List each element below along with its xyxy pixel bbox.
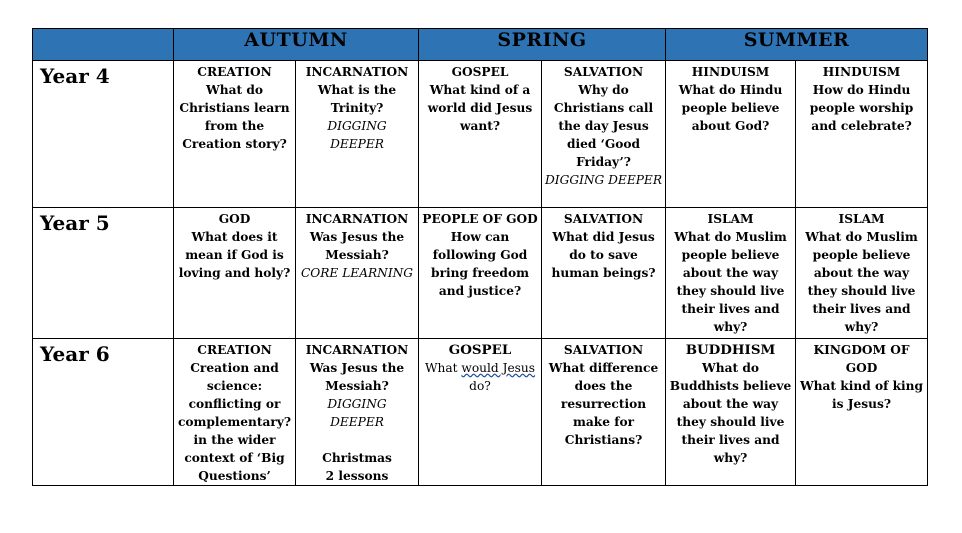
unit-question: Why do Christians call the day Jesus died ‘Good Friday’?: [553, 83, 654, 169]
unit-title: GOSPEL: [451, 65, 509, 79]
table-row-year-5: [33, 208, 928, 339]
unit-title: HINDUISM: [822, 65, 901, 79]
unit-question: What did Jesus do to save human beings?: [551, 230, 656, 280]
unit-title: ISLAM: [838, 212, 885, 226]
table-row-year-4: [33, 61, 928, 208]
unit-cell: [796, 208, 928, 339]
table-row-year-6: [33, 339, 928, 486]
unit-title: INCARNATION: [305, 212, 409, 226]
unit-extra-line: Christmas: [322, 451, 392, 465]
unit-cell: [666, 61, 796, 208]
unit-question: Creation and science: conflicting or complementary? in the wider context of ‘Big Questions’: [177, 361, 292, 483]
year-label: Year 5: [33, 208, 174, 339]
unit-cell: [174, 61, 296, 208]
unit-cell: [796, 61, 928, 208]
unit-question: What kind of a world did Jesus want?: [427, 83, 533, 133]
unit-cell: [666, 208, 796, 339]
unit-question: What do Christians learn from the Creation story?: [179, 83, 290, 151]
term-header-row: [33, 29, 928, 61]
unit-question: Was Jesus the Messiah?: [309, 230, 405, 262]
unit-title: INCARNATION: [305, 65, 409, 79]
unit-question: What do Buddhists believe about the way they should live their lives and why?: [669, 361, 792, 465]
unit-question: What difference does the resurrection make for Christians?: [548, 361, 659, 447]
term-header-autumn: AUTUMN: [174, 29, 419, 61]
question-part: do?: [469, 379, 491, 393]
unit-title: CREATION: [197, 65, 272, 79]
unit-question: How can following God bring freedom and justice?: [431, 230, 529, 298]
unit-title: SALVATION: [563, 212, 644, 226]
unit-question: What do Muslim people believe about the way they should live their lives and why?: [674, 230, 787, 334]
unit-cell: [296, 208, 419, 339]
unit-question: What do Muslim people believe about the way they should live their lives and why?: [805, 230, 918, 334]
unit-title: KINGDOM OF GOD: [813, 343, 910, 375]
unit-title: BUDDHISM: [685, 342, 776, 358]
unit-extra-line: 2 lessons: [325, 469, 389, 483]
unit-cell: [796, 339, 928, 486]
unit-title: GOD: [218, 212, 251, 226]
year-label: Year 6: [33, 339, 174, 486]
unit-cell: [666, 339, 796, 486]
unit-title: GOSPEL: [448, 342, 512, 358]
unit-question: What do Hindu people believe about God?: [678, 83, 783, 133]
unit-cell: [542, 208, 666, 339]
term-header-summer: SUMMER: [666, 29, 928, 61]
unit-title: ISLAM: [707, 212, 754, 226]
unit-cell: [419, 61, 542, 208]
unit-cell: [174, 208, 296, 339]
unit-cell: [542, 61, 666, 208]
unit-cell: [419, 339, 542, 486]
unit-title: HINDUISM: [691, 65, 770, 79]
unit-question: What kind of king is Jesus?: [799, 379, 924, 411]
unit-cell: [419, 208, 542, 339]
question-part: What: [424, 361, 462, 375]
curriculum-table: [32, 28, 928, 486]
unit-question: What does it mean if God is loving and holy?: [178, 230, 291, 280]
spacer: [299, 431, 415, 449]
unit-title: INCARNATION: [305, 343, 409, 357]
unit-cell: [296, 339, 419, 486]
unit-cell: [174, 339, 296, 486]
spellcheck-underlined-text: would Jesus: [461, 361, 536, 375]
unit-question: [422, 359, 538, 395]
unit-cell: [296, 61, 419, 208]
unit-question: How do Hindu people worship and celebrate?: [809, 83, 914, 133]
unit-note: DIGGING DEEPER: [545, 173, 662, 187]
unit-note: DIGGING DEEPER: [327, 397, 387, 429]
unit-question: What is the Trinity?: [317, 83, 397, 115]
year-label: Year 4: [33, 61, 174, 208]
unit-question: Was Jesus the Messiah?: [309, 361, 405, 393]
unit-title: SALVATION: [563, 65, 644, 79]
unit-title: SALVATION: [563, 343, 644, 357]
header-corner-cell: [33, 29, 174, 61]
unit-title: CREATION: [197, 343, 272, 357]
unit-title: PEOPLE OF GOD: [422, 212, 538, 226]
unit-note: CORE LEARNING: [300, 266, 414, 280]
unit-note: DIGGING DEEPER: [327, 119, 387, 151]
unit-cell: [542, 339, 666, 486]
term-header-spring: SPRING: [419, 29, 666, 61]
